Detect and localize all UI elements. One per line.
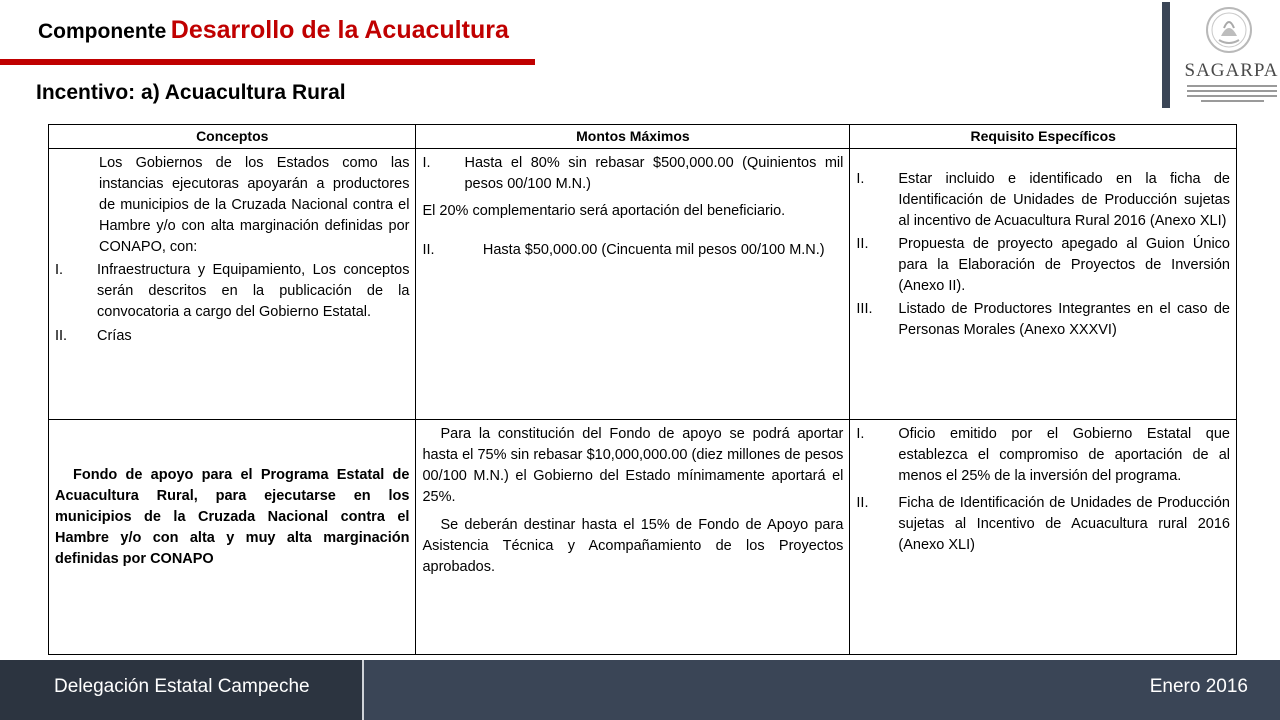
requirement-item [856, 424, 1230, 487]
sagarpa-logo [1183, 2, 1280, 108]
table-row [49, 420, 1237, 655]
footer-bar [0, 660, 1280, 720]
item-number: II. [55, 328, 68, 344]
incentive-table [48, 124, 1237, 655]
footer-date: Enero 2016 [1149, 676, 1248, 697]
item-number: II. [856, 495, 869, 511]
table-row [49, 149, 1237, 420]
amount-item [422, 153, 843, 195]
fund-amount-para-2: Se deberán destinar hasta el 15% de Fondo de Apoyo para Asistencia Técnica y Acompañamiento de los Proyectos aprobados. [422, 517, 844, 575]
concept-cell [49, 420, 416, 655]
item-text: Ficha de Identificación de Unidades de Producción sujetas al Incentivo de Acuacultura rural 2016 (Anexo XLI) [898, 495, 1230, 553]
concept-item [55, 260, 409, 323]
footer-delegation: Delegación Estatal Campeche [54, 676, 310, 697]
concept-cell [49, 149, 416, 420]
item-number: III. [856, 301, 873, 317]
title-underline [0, 59, 535, 65]
item-number: I. [55, 262, 64, 278]
item-text: Oficio emitido por el Gobierno Estatal que establezca el compromiso de aportación de al menos el 25% de la inversión del programa. [898, 426, 1230, 484]
requirement-item [856, 299, 1230, 341]
incentive-title: Incentivo: a) Acuacultura Rural [36, 81, 346, 104]
component-label: Componente [38, 20, 167, 43]
amount-cell [416, 149, 850, 420]
amount-cell [416, 420, 850, 655]
header-montos: Montos Máximos [416, 125, 850, 149]
header-conceptos: Conceptos [49, 125, 416, 149]
sagarpa-wordmark: SAGARPA [1184, 60, 1279, 81]
item-text: Estar incluido e identificado en la ficha de Identificación de Unidades de Producción sujetas al incentivo de Acuacultura Rural 2016 (Anexo XLI) [898, 171, 1230, 229]
item-text: Infraestructura y Equipamiento, Los conceptos serán descritos en la publicación de la convocatoria a cargo del Gobierno Estatal. [97, 262, 410, 320]
header-divider-bar [1162, 2, 1170, 108]
table-header-row [49, 125, 1237, 149]
amount-note: El 20% complementario será aportación del beneficiario. [422, 203, 786, 219]
concept-intro: Los Gobiernos de los Estados como las instancias ejecutoras apoyarán a productores de municipios de la Cruzada Nacional contra el Hambre y/o con alta marginación definidas por CONAPO, con: [99, 155, 410, 255]
requirement-item [856, 169, 1230, 232]
item-number: I. [422, 155, 431, 171]
national-seal-icon [1205, 6, 1253, 54]
item-text: Hasta el 80% sin rebasar $500,000.00 (Quinientos mil pesos 00/100 M.N.) [464, 155, 844, 192]
requirement-item [856, 234, 1230, 297]
item-number: I. [856, 426, 865, 442]
fund-amount-para-1: Para la constitución del Fondo de apoyo se podrá aportar hasta el 75% sin rebasar $10,000,000.00 (diez millones de pesos 00/100 M.N.) el Gobierno del Estado mínimamente aportará el 25%. [422, 426, 844, 505]
component-title: Desarrollo de la Acuacultura [170, 16, 509, 44]
concept-item [55, 326, 409, 347]
item-text: Listado de Productores Integrantes en el caso de Personas Morales (Anexo XXXVI) [898, 301, 1230, 338]
header-requisitos: Requisito Específicos [850, 125, 1237, 149]
fund-concept: Fondo de apoyo para el Programa Estatal de Acuacultura Rural, para ejecutarse en los municipios de la Cruzada Nacional contra el Hambre y/o con alta y muy alta marginación definidas por CONAPO [55, 466, 410, 567]
slide-title [38, 16, 509, 45]
item-text: Propuesta de proyecto apegado al Guion Único para la Elaboración de Proyectos de Inversión (Anexo II). [898, 236, 1230, 294]
item-number: II. [856, 236, 869, 252]
item-number: I. [856, 171, 865, 187]
sagarpa-subtitle-lines [1187, 85, 1277, 105]
requirements-cell [850, 149, 1237, 420]
item-text: Crías [97, 328, 132, 344]
amount-item-2: II. Hasta $50,000.00 (Cincuenta mil pesos 00/100 M.N.) [422, 242, 825, 258]
requirement-item [856, 493, 1230, 556]
requirements-cell [850, 420, 1237, 655]
